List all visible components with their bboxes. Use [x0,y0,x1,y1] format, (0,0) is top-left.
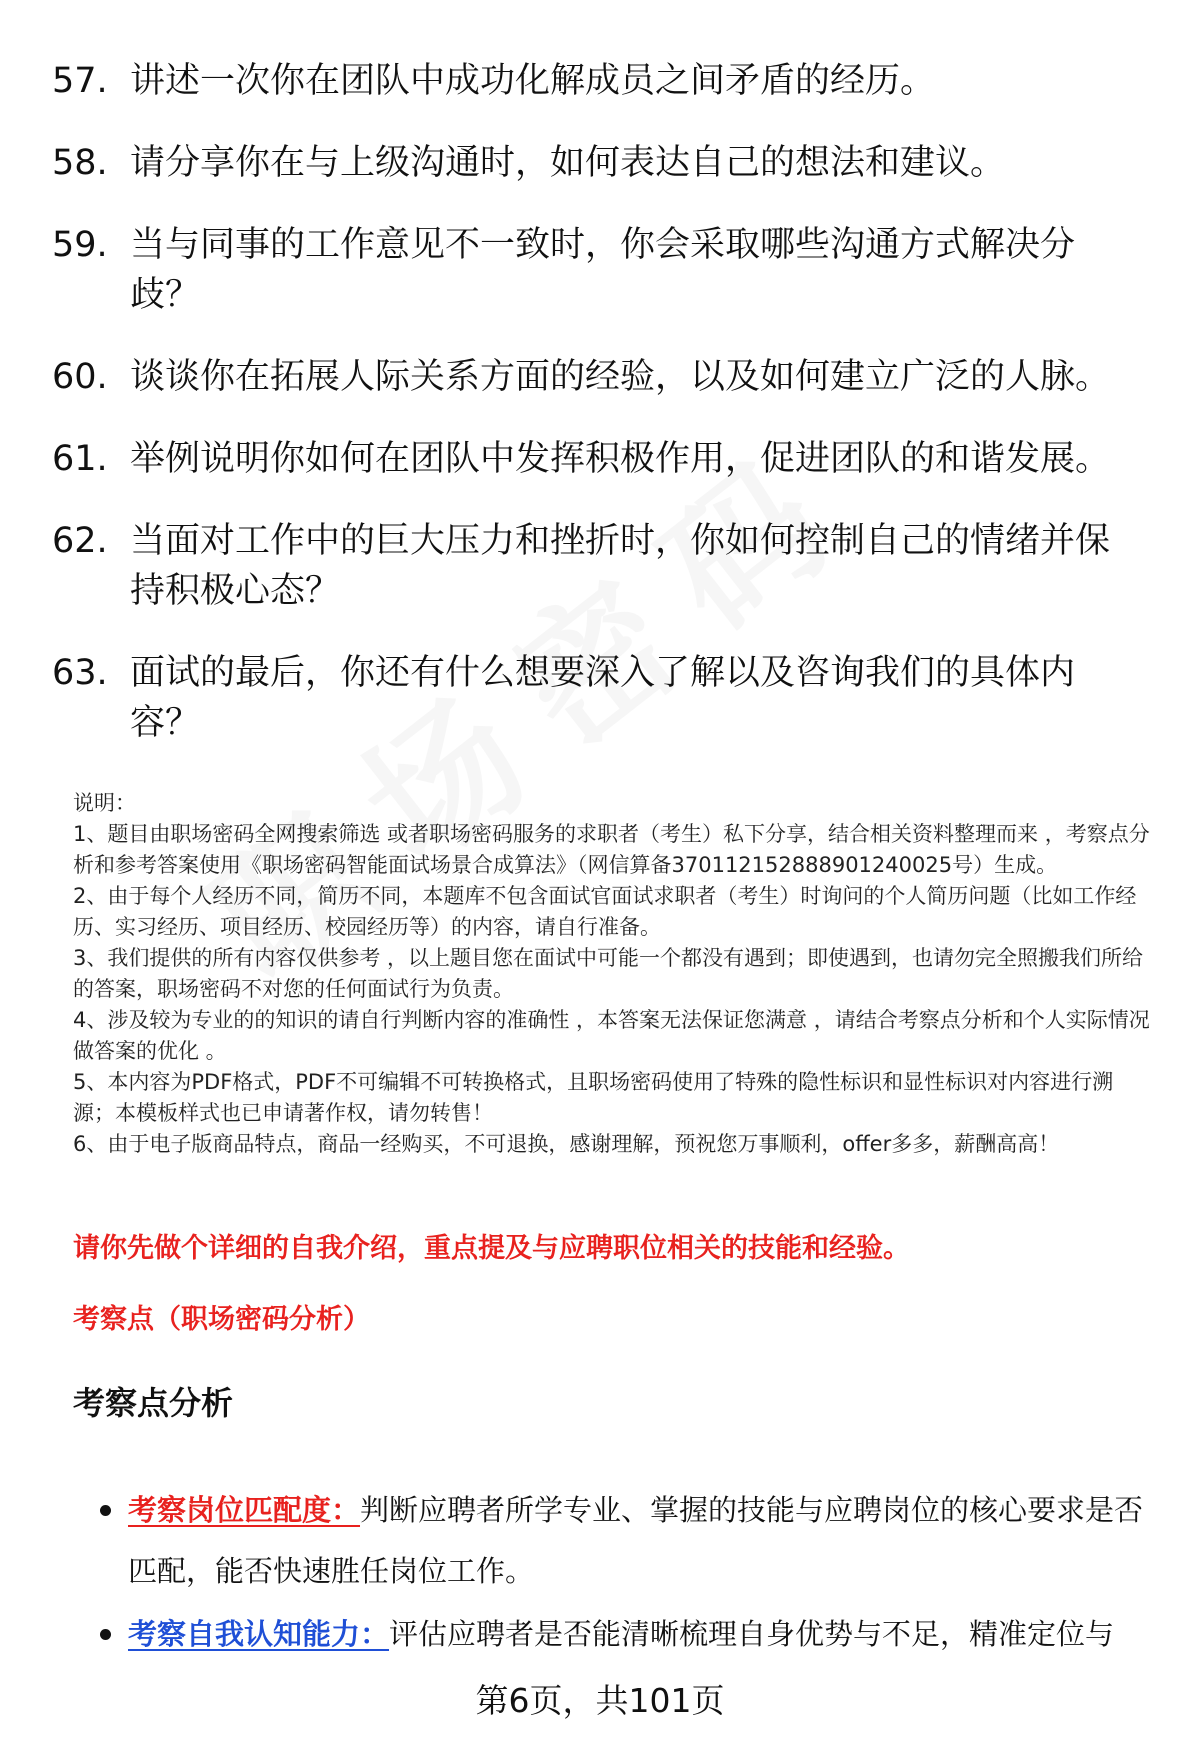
notes-title: 说明： [73,791,136,815]
section-heading: 考察点分析 [73,1384,234,1422]
analysis-subheading: 考察点（职场密码分析） [73,1304,370,1335]
notes-item: 4、涉及较为专业的的知识的请自行判断内容的准确性 ，本答案无法保证您满意 ，请结合考察点分析和个人实际情况做答案的优化 。 [73,1008,1150,1063]
bullet-text: 评估应聘者是否能清晰梳理自身优势与不足，精准定位与 [389,1617,1115,1651]
question-text: 当面对工作中的巨大压力和挫折时，你如何控制自己的情绪并保持积极心态？ [130,521,1111,611]
question-item [52,516,1142,616]
question-text: 讲述一次你在团队中成功化解成员之间矛盾的经历。 [130,61,936,101]
notes-item: 2、由于每个人经历不同，简历不同，本题库不包含面试官面试求职者（考生）时询问的个人简历问题（比如工作经历、实习经历、项目经历、校园经历等）的内容，请自行准备。 [73,884,1137,939]
question-item [52,352,1142,402]
bullet-label: 考察岗位匹配度： [128,1493,361,1527]
question-item [52,56,1142,106]
question-item [52,138,1142,188]
question-number: 63. [52,653,108,693]
notes-item: 5、本内容为PDF格式，PDF不可编辑不可转换格式，且职场密码使用了特殊的隐性标识和显性标识对内容进行溯源；本模板样式也已申请著作权，请勿转售！ [73,1070,1114,1125]
question-item [52,648,1142,748]
bullet-list [100,1480,1150,1667]
bullet-item [100,1480,1150,1602]
question-number: 57. [52,61,108,101]
bullet-text: 判断应聘者所学专业、掌握的技能与应聘岗位的核心要求是否匹配，能否快速胜任岗位工作。 [128,1493,1144,1588]
notes-item: 6、由于电子版商品特点，商品一经购买，不可退换，感谢理解，预祝您万事顺利，offer多多，薪酬高高！ [73,1132,1060,1156]
question-number: 59. [52,225,108,265]
notes-block [73,788,1153,1160]
main-question-heading: 请你先做个详细的自我介绍，重点提及与应聘职位相关的技能和经验。 [73,1233,910,1264]
question-number: 61. [52,439,108,479]
bullet-dot-icon [100,1505,111,1516]
question-item [52,434,1142,484]
notes-item: 1、题目由职场密码全网搜索筛选 或者职场密码服务的求职者（考生）私下分享，结合相关资料整理而来 ，考察点分析和参考答案使用《职场密码智能面试场景合成算法》（网信算备370112152888901240025号）生成。 [73,822,1150,877]
bullet-dot-icon [100,1629,111,1640]
question-text: 请分享你在与上级沟通时，如何表达自己的想法和建议。 [130,143,1006,183]
question-number: 60. [52,357,108,397]
question-number: 62. [52,521,108,561]
question-list [52,56,1142,780]
question-text: 面试的最后，你还有什么想要深入了解以及咨询我们的具体内容？ [130,653,1076,743]
question-number: 58. [52,143,108,183]
question-text: 举例说明你如何在团队中发挥积极作用，促进团队的和谐发展。 [130,439,1111,479]
page-footer: 第6页，共101页 [475,1681,725,1720]
question-text: 谈谈你在拓展人际关系方面的经验，以及如何建立广泛的人脉。 [130,357,1111,397]
bullet-item [100,1604,1150,1665]
question-text: 当与同事的工作意见不一致时，你会采取哪些沟通方式解决分歧？ [130,225,1076,315]
bullet-label: 考察自我认知能力： [128,1617,390,1651]
question-item [52,220,1142,320]
notes-item: 3、我们提供的所有内容仅供参考 ，以上题目您在面试中可能一个都没有遇到；即使遇到，也请勿完全照搬我们所给的答案，职场密码不对您的任何面试行为负责。 [73,946,1144,1001]
